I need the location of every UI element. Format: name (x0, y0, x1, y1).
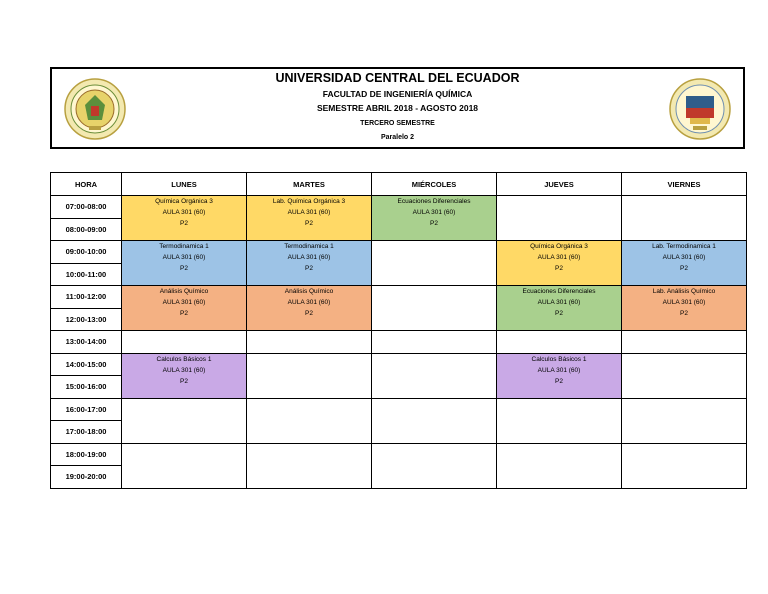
class-room: AULA 301 (60) (162, 209, 206, 216)
header-box (50, 67, 745, 149)
class-cell (247, 286, 372, 331)
hour-cell: 12:00-13:00 (51, 308, 122, 331)
class-cell (122, 353, 247, 398)
class-cell (497, 241, 622, 286)
class-group: P2 (555, 310, 563, 317)
hour-cell: 14:00-15:00 (51, 353, 122, 376)
header-jueves: JUEVES (497, 173, 622, 196)
empty-cell (497, 398, 622, 443)
class-cell (122, 241, 247, 286)
class-room: AULA 301 (60) (162, 366, 206, 374)
empty-cell (122, 398, 247, 443)
hour-cell: 15:00-16:00 (51, 376, 122, 399)
class-room: AULA 301 (60) (537, 299, 581, 306)
empty-cell (622, 443, 747, 488)
table-row (51, 353, 747, 376)
faculty-title: FACULTAD DE INGENIERÍA QUÍMICA (322, 89, 473, 99)
class-room: AULA 301 (60) (287, 299, 331, 306)
hour-cell: 16:00-17:00 (51, 398, 122, 421)
empty-cell (372, 241, 497, 286)
class-group: P2 (680, 310, 688, 317)
table-row (51, 196, 747, 219)
class-room: AULA 301 (60) (287, 254, 331, 261)
class-cell (497, 286, 622, 331)
class-group: P2 (180, 377, 188, 385)
class-subject: Calculos Básicos 1 (531, 355, 587, 363)
empty-cell (372, 398, 497, 443)
hour-cell: 13:00-14:00 (51, 331, 122, 354)
empty-cell (372, 353, 497, 398)
class-room: AULA 301 (60) (412, 209, 456, 216)
class-room: AULA 301 (60) (537, 254, 581, 261)
empty-cell (247, 443, 372, 488)
class-subject: Química Orgánica 3 (530, 243, 588, 250)
class-subject: Termodinamica 1 (284, 243, 334, 250)
class-subject: Análisis Químico (284, 288, 334, 295)
university-title: UNIVERSIDAD CENTRAL DEL ECUADOR (275, 71, 520, 85)
class-cell (122, 196, 247, 241)
empty-cell (622, 353, 747, 398)
empty-cell (247, 398, 372, 443)
empty-cell (122, 443, 247, 488)
class-room: AULA 301 (60) (162, 254, 206, 261)
class-cell (247, 241, 372, 286)
header-miercoles: MIÉRCOLES (372, 173, 497, 196)
class-subject: Química Orgánica 3 (155, 198, 213, 205)
empty-cell (622, 196, 747, 241)
hour-cell: 09:00-10:00 (51, 241, 122, 264)
class-group: P2 (680, 265, 688, 272)
parallel-label: Paralelo 2 (380, 134, 415, 141)
hour-cell: 10:00-11:00 (51, 263, 122, 286)
class-subject: Lab. Análisis Químico (652, 288, 716, 295)
empty-cell (622, 331, 747, 354)
class-subject: Ecuaciones Diferenciales (522, 288, 596, 295)
class-cell (497, 353, 622, 398)
class-group: P2 (180, 220, 188, 227)
hour-cell: 19:00-20:00 (51, 466, 122, 489)
hour-cell: 08:00-09:00 (51, 218, 122, 241)
schedule-table (50, 172, 747, 489)
empty-cell (247, 331, 372, 354)
fiq-seal-logo (669, 78, 731, 140)
class-group: P2 (180, 265, 188, 272)
empty-cell (372, 443, 497, 488)
class-group: P2 (555, 265, 563, 272)
empty-cell (247, 353, 372, 398)
class-subject: Lab. Química Orgánica 3 (272, 198, 346, 205)
empty-cell (122, 331, 247, 354)
empty-cell (497, 196, 622, 241)
table-row (51, 331, 747, 354)
header-lunes: LUNES (122, 173, 247, 196)
class-group: P2 (305, 265, 313, 272)
class-group: P2 (430, 220, 438, 227)
class-group: P2 (305, 220, 313, 227)
empty-cell (497, 331, 622, 354)
hour-cell: 17:00-18:00 (51, 421, 122, 444)
class-room: AULA 301 (60) (537, 366, 581, 374)
header-viernes: VIERNES (622, 173, 747, 196)
empty-cell (372, 331, 497, 354)
table-row (51, 286, 747, 309)
semester-period: SEMESTRE ABRIL 2018 - AGOSTO 2018 (316, 103, 479, 113)
class-room: AULA 301 (60) (662, 299, 706, 306)
class-subject: Calculos Básicos 1 (156, 355, 212, 363)
class-group: P2 (555, 377, 563, 385)
header-text (52, 69, 743, 141)
header-row (51, 173, 747, 196)
class-room: AULA 301 (60) (162, 299, 206, 306)
table-row (51, 241, 747, 264)
hour-cell: 07:00-08:00 (51, 196, 122, 219)
class-cell (247, 196, 372, 241)
class-room: AULA 301 (60) (287, 209, 331, 216)
class-cell (122, 286, 247, 331)
class-subject: Ecuaciones Diferenciales (397, 198, 471, 205)
class-subject: Termodinamica 1 (159, 243, 209, 250)
class-cell (622, 241, 747, 286)
hour-cell: 18:00-19:00 (51, 443, 122, 466)
empty-cell (497, 443, 622, 488)
header-hora: HORA (51, 173, 122, 196)
empty-cell (372, 286, 497, 331)
class-room: AULA 301 (60) (662, 254, 706, 261)
class-group: P2 (180, 310, 188, 317)
hour-cell: 11:00-12:00 (51, 286, 122, 309)
header-martes: MARTES (247, 173, 372, 196)
class-cell (372, 196, 497, 241)
class-subject: Análisis Químico (159, 288, 209, 295)
table-row (51, 398, 747, 421)
class-subject: Lab. Termodinamica 1 (652, 243, 716, 250)
class-cell (622, 286, 747, 331)
empty-cell (622, 398, 747, 443)
table-row (51, 443, 747, 466)
class-group: P2 (305, 310, 313, 317)
semester-label: TERCERO SEMESTRE (360, 120, 435, 127)
